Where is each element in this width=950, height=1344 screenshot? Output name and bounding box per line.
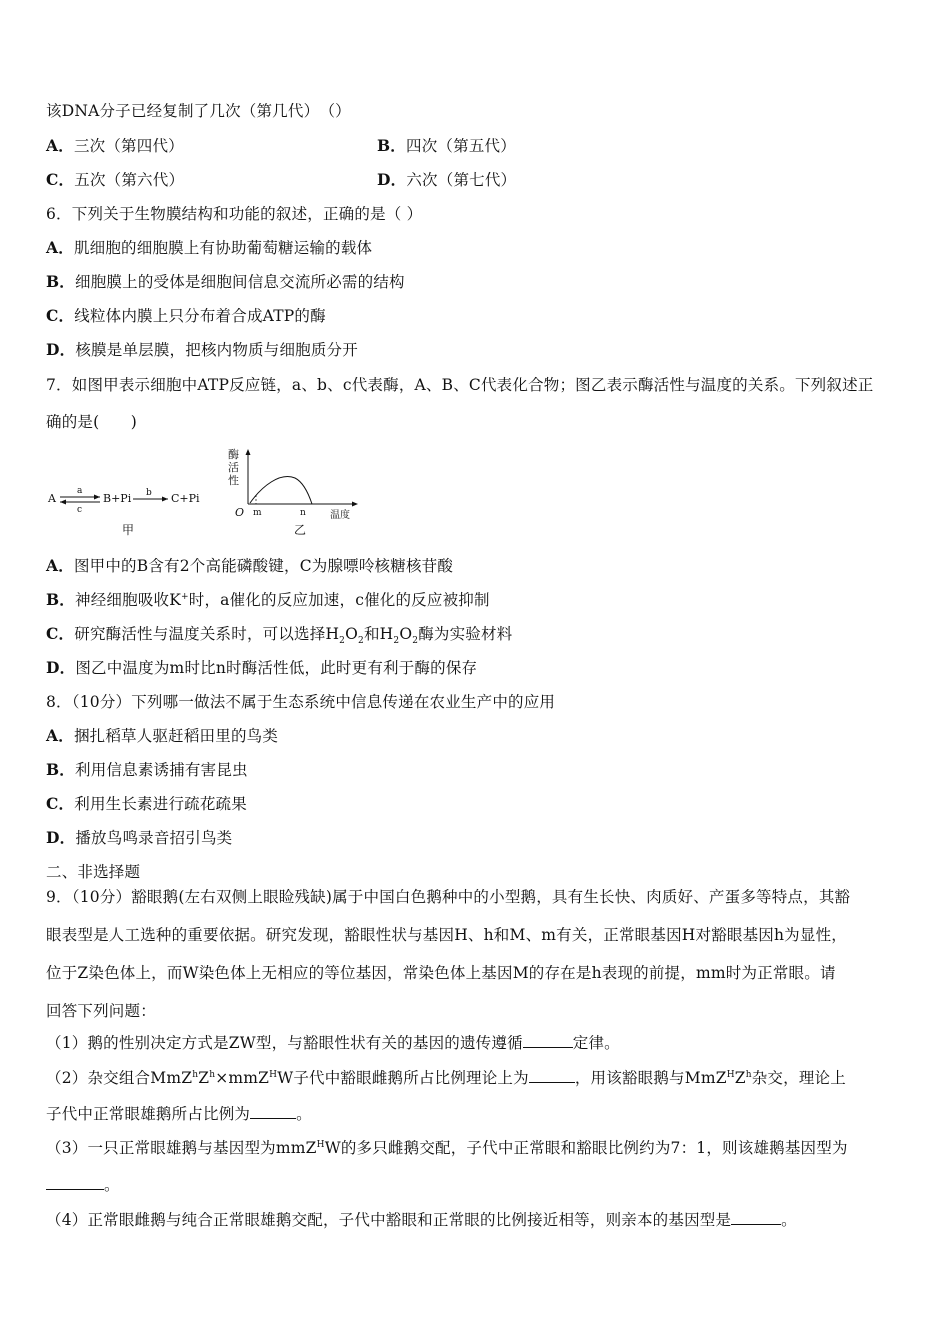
fig-jia-A: A <box>48 492 56 505</box>
q9-part3-line1: （3）一只正常眼雄鹅与基因型为mmZ$^H$W的多只雌鹅交配，子代中正常眼和豁眼比例约为7：1，则该雄鹅基因型为 <box>46 1139 848 1157</box>
fig-yi-ylabel-3: 性 <box>228 474 239 487</box>
fig-yi-caption: 乙 <box>294 523 307 537</box>
q9-part1: （1）鹅的性别决定方式是ZW型，与豁眼性状有关的基因的遗传遵循 定律。 <box>46 1034 620 1052</box>
fig-jia-arrowhead-c <box>60 500 66 505</box>
fig-yi-ylabel-2: 活 <box>228 461 239 474</box>
fig-yi-n: n <box>300 508 306 518</box>
fig-jia-arrowhead-b <box>162 497 168 502</box>
q6-option-c: C．线粒体内膜上只分布着合成ATP的酶 <box>46 306 326 325</box>
q6-option-b: B．细胞膜上的受体是细胞间信息交流所必需的结构 <box>46 272 405 291</box>
fig-yi-m: m <box>253 508 262 518</box>
q9-part2-blank-2[interactable] <box>250 1104 296 1119</box>
q9-part1-blank[interactable] <box>523 1033 573 1048</box>
q8-option-a: A．捆扎稻草人驱赶稻田里的鸟类 <box>46 726 279 745</box>
q9-part3-blank[interactable] <box>46 1175 104 1190</box>
fig-jia-label-b: b <box>146 488 152 498</box>
q9-part2-line2: 子代中正常眼雄鹅所占比例为 。 <box>46 1105 312 1123</box>
fig-yi-x-arrowhead <box>352 502 358 507</box>
q6-stem: 6．下列关于生物膜结构和功能的叙述，正确的是（ ） <box>46 205 423 223</box>
q6-option-a: A．肌细胞的细胞膜上有协助葡萄糖运输的载体 <box>46 238 373 257</box>
fig-yi-xlabel: 温度 <box>330 510 350 521</box>
q8-stem: 8．（10分）下列哪一做法不属于生态系统中信息传递在农业生产中的应用 <box>46 693 556 711</box>
fig-jia-B: B+Pi <box>103 492 132 505</box>
fig-jia-C: C+Pi <box>171 492 200 505</box>
q5-option-a: A．三次（第四代） <box>46 136 184 155</box>
q6-option-d: D．核膜是单层膜，把核内物质与细胞质分开 <box>46 340 358 359</box>
q5-stem: 该DNA分子已经复制了几次（第几代） （） <box>46 102 351 120</box>
fig-jia-caption: 甲 <box>122 523 135 537</box>
fig-yi-origin: O <box>235 506 245 519</box>
q9-part4: （4）正常眼雌鹅与纯合正常眼雄鹅交配，子代中豁眼和正常眼的比例接近相等，则亲本的基因型是 。 <box>46 1211 797 1229</box>
q9-line4: 回答下列问题： <box>46 1002 156 1020</box>
q9-part4-blank[interactable] <box>731 1210 781 1225</box>
q9-line2: 眼表型是人工选种的重要依据。研究发现，豁眼性状与基因H、h和M、m有关，正常眼基因H对豁眼基因h为显性， <box>46 926 847 944</box>
q5-option-c: C．五次（第六代） <box>46 170 185 189</box>
q9-part3-line2: 。 <box>46 1175 120 1195</box>
fig-jia-arrowhead-a <box>94 495 100 500</box>
section-heading: 二、非选择题 <box>46 863 141 881</box>
q7-stem-line2: 确的是( ) <box>46 413 137 431</box>
fig-yi-ylabel-1: 酶 <box>228 448 239 461</box>
q8-option-c: C．利用生长素进行疏花疏果 <box>46 794 247 813</box>
fig-yi-curve <box>250 477 312 504</box>
q7-stem-line1: 7．如图甲表示细胞中ATP反应链，a、b、c代表酶，A、B、C代表化合物；图乙表示酶活性与温度的关系。下列叙述正 <box>46 376 874 394</box>
q7-option-a: A．图甲中的B含有2个高能磷酸键，C为腺嘌呤核糖核苷酸 <box>46 556 454 575</box>
q8-option-d: D．播放鸟鸣录音招引鸟类 <box>46 828 233 847</box>
q7-option-b: B．神经细胞吸收K+时，a催化的反应加速，c催化的反应被抑制 <box>46 590 490 609</box>
q5-option-b: B．四次（第五代） <box>377 136 516 155</box>
q7-option-c: C．研究酶活性与温度关系时，可以选择$H_2O_2$和$H_2O_2$酶为实验材料 <box>46 624 513 647</box>
q9-line1: 9．（10分）豁眼鹅(左右双侧上眼睑残缺)属于中国白色鹅种中的小型鹅，具有生长快、肉质好、产蛋多等特点，其豁 <box>46 888 851 906</box>
fig-jia-label-a: a <box>77 486 83 496</box>
q9-part2-blank-1[interactable] <box>529 1068 575 1083</box>
q5-option-d: D．六次（第七代） <box>377 170 517 189</box>
q8-option-b: B．利用信息素诱捕有害昆虫 <box>46 760 248 779</box>
q9-part2-line1: （2）杂交组合$MmZ^hZ^h\times mmZ^HW$子代中豁眼雌鹅所占比例理论上为 ，用该豁眼鹅与$MmZ^HZ^h$杂交，理论上 <box>46 1069 846 1087</box>
q7-figure <box>40 444 380 544</box>
q7-option-d: D．图乙中温度为m时比n时酶活性低，此时更有利于酶的保存 <box>46 658 478 677</box>
q9-line3: 位于Z染色体上，而W染色体上无相应的等位基因，常染色体上基因M的存在是h表现的前提，mm时为正常眼。请 <box>46 964 836 982</box>
fig-yi-y-arrowhead <box>246 449 251 455</box>
fig-jia-label-c: c <box>77 505 83 515</box>
